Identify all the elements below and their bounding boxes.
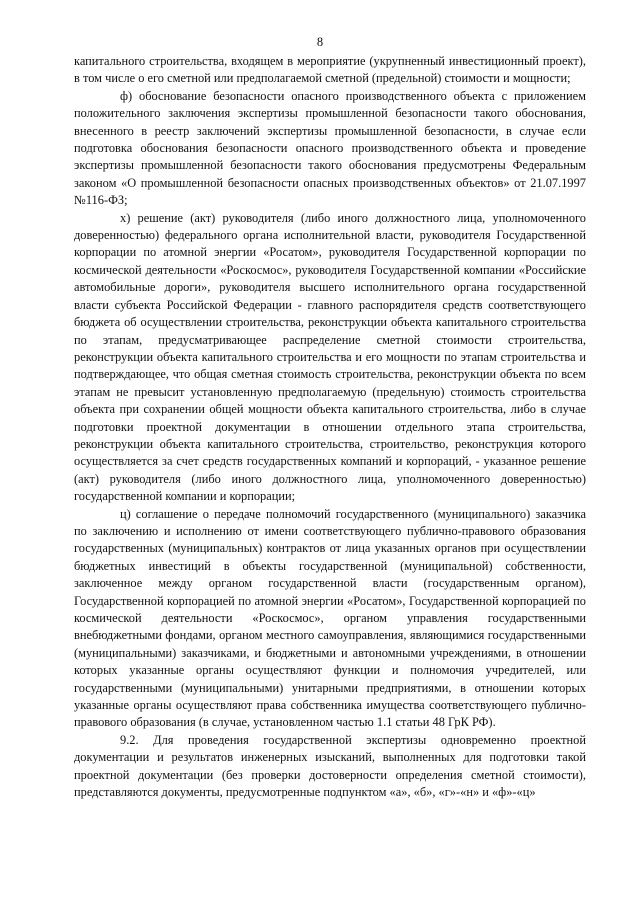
paragraph-item-f: ф) обоснование безопасности опасного производственного объекта с приложением положительного заключения экспертизы промышленной безопасности такого обоснования, внесенного в реестр заключений экспертизы промышленной безопасности, в случае если подготовка обоснования безопасности опасного производственного объекта и проведение экспертизы промышленной безопасности такого обоснования предусмотрены Федеральным законом «О промышленной безопасности опасных производственных объектов» от 21.07.1997 №116-ФЗ; (74, 88, 586, 208)
paragraph-continuation: капитального строительства, входящем в мероприятие (укрупненный инвестиционный проект), в том числе о его сметной или предполагаемой сметной (предельной) стоимости и мощности; (74, 54, 586, 86)
paragraph-item-ts: ц) соглашение о передаче полномочий государственного (муниципального) заказчика по заключению и исполнению от имени соответствующего публично-правового образования государственных (муниципальных) контрактов от лица указанных органов при осуществлении бюджетных инвестиций в объекты государственной (муниципальной) собственности, заключенное между органом государственной власти (государственным органом), Государственной корпорацией по атомной энергии «Росатом», Государственной корпорацией по космической деятельности «Роскосмос», органом управления государственными внебюджетными фондами, органом местного самоуправления, являющимися государственными (муниципальными) заказчиками, и бюджетными и автономными учреждениями, в отношении которых указанные органы осуществляют функции и полномочия учредителей, или государственными (муниципальными) унитарными предприятиями, в отношении которых указанные органы осуществляют права собственника имущества соответствующего публично-правового образования (в случае, установленном частью 1.1 статьи 48 ГрК РФ). (74, 506, 586, 730)
paragraph-9-2: 9.2. Для проведения государственной экспертизы одновременно проектной документации и результатов инженерных изысканий, выполненных для подготовки такой проектной документации (без проверки достоверности определения сметной стоимости), представляются документы, предусмотренные подпунктом «а», «б», «г»-«н» и «ф»-«ц» (74, 732, 586, 800)
paragraph-item-kh: х) решение (акт) руководителя (либо иного должностного лица, уполномоченного доверенностью) федерального органа исполнительной власти, руководителя Государственной корпорации по атомной энергии «Росатом», руководителя Государственной корпорации по космической деятельности «Роскосмос», руководителя Государственной компании «Российские автомобильные дороги», руководителя высшего исполнительного органа государственной власти субъекта Российской Федерации - главного распорядителя средств соответствующего бюджета об осуществлении строительства, реконструкции объекта капитального строительства по этапам, предусматривающее распределение сметной стоимости строительства, реконструкции объекта капитального строительства и его мощности по этапам строительства и подтверждающее, что общая сметная стоимость строительства, реконструкции объекта по всем этапам не превысит установленную предполагаемую (предельную) стоимость строительства объекта при сохранении общей мощности объекта капитального строительства, либо в случае подготовки проектной документации в отношении отдельного этапа строительства, реконструкции объекта капитального строительства, строительство, реконструкция которого осуществляется за счет средств государственных компаний и корпораций, - указанное решение (акт) руководителя (либо иного должностного лица, уполномоченного доверенностью) государственной компании и корпорации; (74, 210, 586, 504)
page-number: 8 (316, 35, 324, 49)
document-body (74, 53, 586, 801)
